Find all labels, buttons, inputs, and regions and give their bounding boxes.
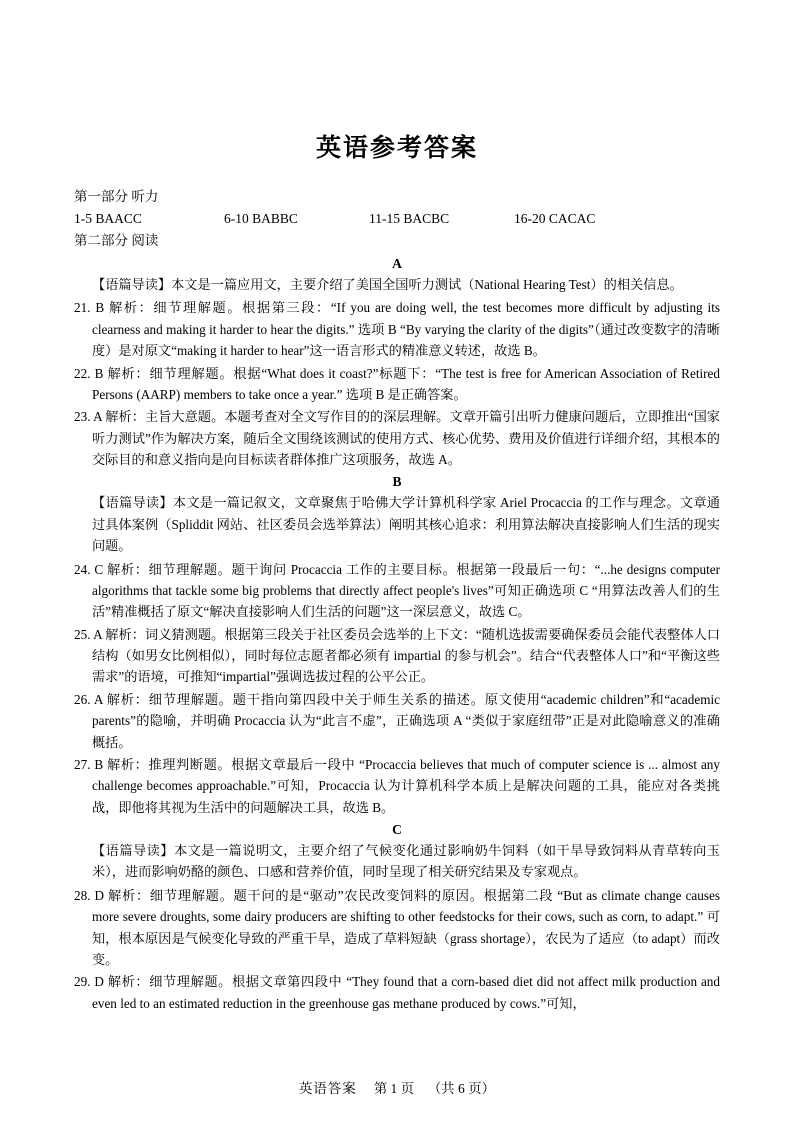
answer-item-26: 26. A 解析：细节理解题。题干指向第四段中关于师生关系的描述。原文使用“academic children”和“academic parents”的隐喻，并明确 Procaccia 认为“此言不虚”，正确选项 A “类似于家庭纽带”正是对此隐喻意义的准确概括。 xyxy=(74,691,720,750)
answer-item-24: 24. C 解析：细节理解题。题干询问 Procaccia 工作的主要目标。根据第一段最后一句：“...he designs computer algorithms that tackle some big problems that directly affect people's lives”可知正确选项 C “用算法改善人们的生活”精准概括了原文“解决直接影响人们生活的问题”这一深层意义，故选 C。 xyxy=(74,561,720,620)
page-footer xyxy=(0,1077,794,1097)
passage-guide-a: 【语篇导读】本文是一篇应用文，主要介绍了美国全国听力测试（National Hearing Test）的相关信息。 xyxy=(92,277,683,293)
listening-answers-6-10: 6-10 BABBC xyxy=(224,211,298,227)
answer-item-28: 28. D 解析：细节理解题。题干问的是“驱动”农民改变饲料的原因。根据第二段 “But as climate change causes more severe droughts, some dairy producers are shifting to other feedstocks for their cows, such as corn, to adapt.” 可知，根本原因是气候变化导致的严重干旱，造成了草料短缺（grass shortage），农民为了适应（to adapt）而改变。 xyxy=(74,887,720,967)
listening-answers-11-15: 11-15 BACBC xyxy=(369,211,450,227)
answer-item-27: 27. B 解析：推理判断题。根据文章最后一段中 “Procaccia believes that much of computer science is ... almost any challenge becomes approachable.”可知，Procaccia 认为计算机科学本质上是解决问题的工具，能应对各类挑战，即他将其视为生活中的问题解决工具，故选 B。 xyxy=(74,756,720,815)
passage-letter-a: A xyxy=(392,256,402,272)
listening-answers-16-20: 16-20 CACAC xyxy=(514,211,596,227)
passage-guide-c: 【语篇导读】本文是一篇说明文，主要介绍了气候变化通过影响奶牛饲料（如干旱导致饲料从青草转向玉米），进而影响奶酪的颜色、口感和营养价值，同时呈现了相关研究结果及专家观点。 xyxy=(92,843,720,880)
answer-item-22: 22. B 解析：细节理解题。根据“What does it coast?”标题下：“The test is free for American Association of Retired Persons (AARP) members to take once a year.” 选项 B 是正确答案。 xyxy=(74,365,720,402)
passage-letter-c: C xyxy=(392,822,402,838)
part-one-heading: 第一部分 听力 xyxy=(74,189,159,204)
passage-letter-b: B xyxy=(392,474,402,490)
answer-item-23: 23. A 解析：主旨大意题。本题考查对全文写作目的的深层理解。文章开篇引出听力健康问题后，立即推出“国家听力测试”作为解决方案，随后全文围绕该测试的使用方式、核心优势、费用及价值进行详细介绍，其根本的交际目的和意义指向是向目标读者群体推广这项服务，故选 A。 xyxy=(74,409,720,468)
listening-answer-row xyxy=(74,209,720,230)
footer-label: 英语答案 xyxy=(298,1081,357,1096)
footer-total-pages: （共 6 页） xyxy=(427,1081,496,1096)
answer-item-25: 25. A 解析：词义猜测题。根据第三段关于社区委员会选举的上下文：“随机选拔需要确保委员会能代表整体人口结构（如男女比例相似），同时每位志愿者都必须有 impartial 的参与机会”。结合“代表整体人口”和“平衡这些需求”的语境，可推知“impartial”强调选拔过程的公平公正。 xyxy=(74,626,720,685)
page-title: 英语参考答案 xyxy=(315,133,478,162)
answer-item-29: 29. D 解析：细节理解题。根据文章第四段中 “They found that a corn-based diet did not affect milk production and even led to an estimated reduction in the greenhouse gas methane produced by cows.”可知， xyxy=(74,974,720,1011)
passage-guide-b: 【语篇导读】本文是一篇记叙文，文章聚焦于哈佛大学计算机科学家 Ariel Procaccia 的工作与理念。文章通过具体案例（Spliddit 网站、社区委员会选举算法）阐明其核心追求：利用算法解决直接影响人们生活的现实问题。 xyxy=(92,495,720,554)
footer-page-number: 第 1 页 xyxy=(373,1081,415,1096)
answer-item-21: 21. B 解析：细节理解题。根据第三段：“If you are doing well, the test becomes more difficult by adjusting its clearness and making it harder to hear the digits.” 选项 B “By varying the clarity of the digits”（通过改变数字的清晰度）是对原文“making it harder to hear”这一语言形式的精准意义转述，故选 B。 xyxy=(74,300,720,359)
part-two-heading: 第二部分 阅读 xyxy=(74,233,159,249)
listening-answers-1-5: 1-5 BAACC xyxy=(74,211,142,227)
